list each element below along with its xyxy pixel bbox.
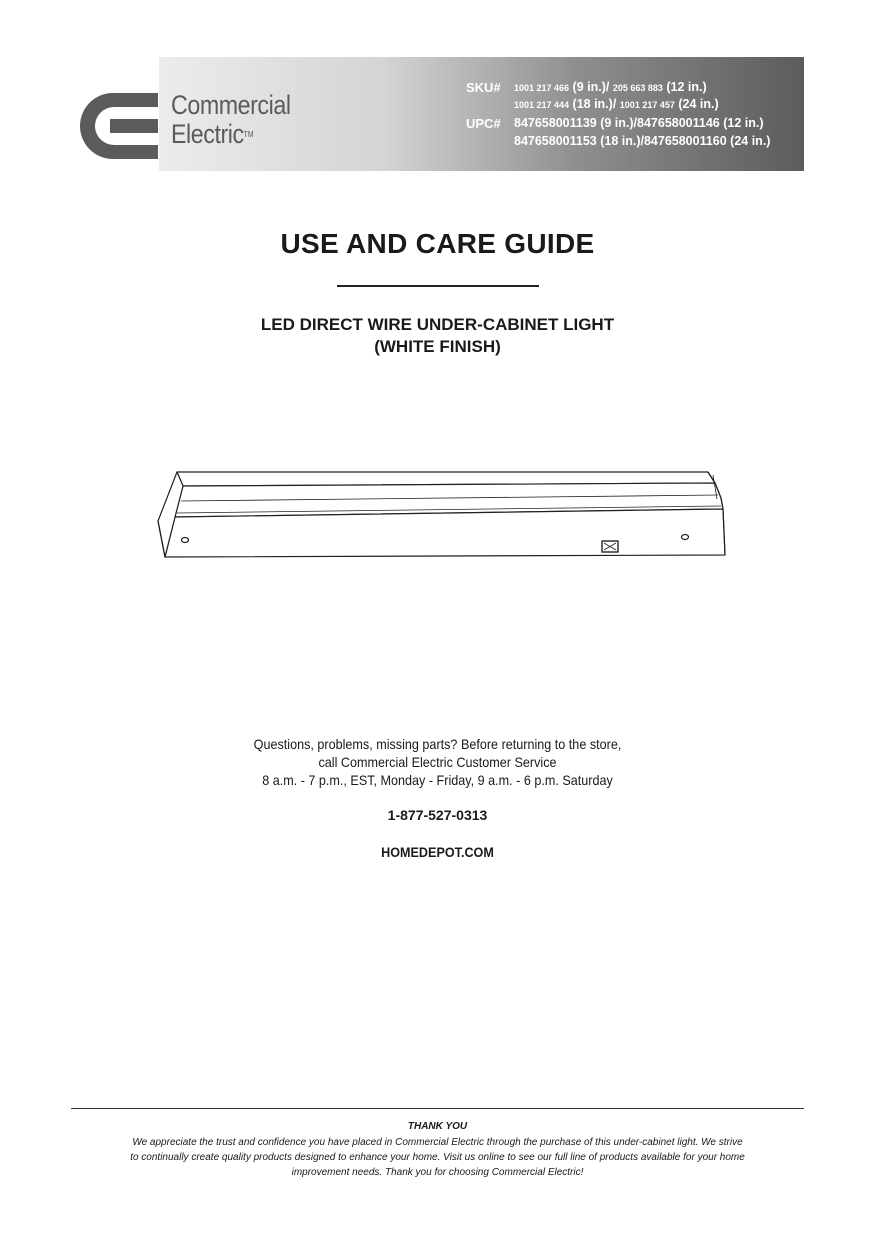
support-info — [44, 735, 832, 789]
sku-24in-size: (24 in.) — [678, 97, 719, 111]
product-name-line2: (WHITE FINISH) — [374, 337, 501, 356]
sku-18in-size: (18 in.)/ — [572, 97, 617, 111]
sku-18in: 1001 217 444 — [514, 100, 570, 110]
footer-heading: THANK YOU — [407, 1121, 468, 1132]
brand-name-line2: Electric — [171, 119, 244, 149]
footer-line3: improvement needs. Thank you for choosing Commercial Electric! — [291, 1167, 584, 1178]
product-name — [0, 314, 875, 358]
upc-line1: 847658001139 (9 in.)/847658001146 (12 in.) — [514, 116, 764, 130]
support-line1: Questions, problems, missing parts? Before returning to the store, — [253, 736, 622, 752]
sku-9in-size: (9 in.)/ — [572, 80, 610, 94]
product-name-line1: LED DIRECT WIRE UNDER-CABINET LIGHT — [260, 315, 615, 334]
sku-24in: 1001 217 457 — [619, 100, 675, 110]
footer-divider — [71, 1108, 804, 1109]
footer-thank-you-text — [62, 1135, 813, 1180]
upc-line2: 847658001153 (18 in.)/847658001160 (24 in.) — [514, 134, 771, 148]
under-cabinet-light-illustration — [155, 465, 730, 565]
support-phone: 1-877-527-0313 — [387, 807, 488, 823]
commercial-electric-logo-icon — [80, 93, 158, 159]
support-line2: call Commercial Electric Customer Service — [318, 754, 557, 770]
footer-line1: We appreciate the trust and confidence you have placed in Commercial Electric through the purchase of this under-cabinet light. We strive — [132, 1137, 743, 1148]
brand-wordmark — [171, 91, 291, 149]
sku-label: SKU# — [466, 80, 501, 95]
trademark-mark: TM — [243, 130, 254, 139]
brand-name-line1: Commercial — [171, 90, 291, 120]
page-title: USE AND CARE GUIDE — [280, 228, 595, 259]
upc-label: UPC# — [466, 116, 501, 131]
title-divider — [337, 285, 539, 287]
sku-9in: 1001 217 466 — [514, 83, 570, 93]
support-website: HOMEDEPOT.COM — [381, 844, 494, 860]
sku-12in: 205 663 883 — [612, 83, 663, 93]
support-hours: 8 a.m. - 7 p.m., EST, Monday - Friday, 9 a.m. - 6 p.m. Saturday — [262, 772, 613, 788]
sku-12in-size: (12 in.) — [666, 80, 707, 94]
footer-line2: to continually create quality products designed to enhance your home. Visit us online to see our full line of products available for your home — [130, 1152, 745, 1163]
